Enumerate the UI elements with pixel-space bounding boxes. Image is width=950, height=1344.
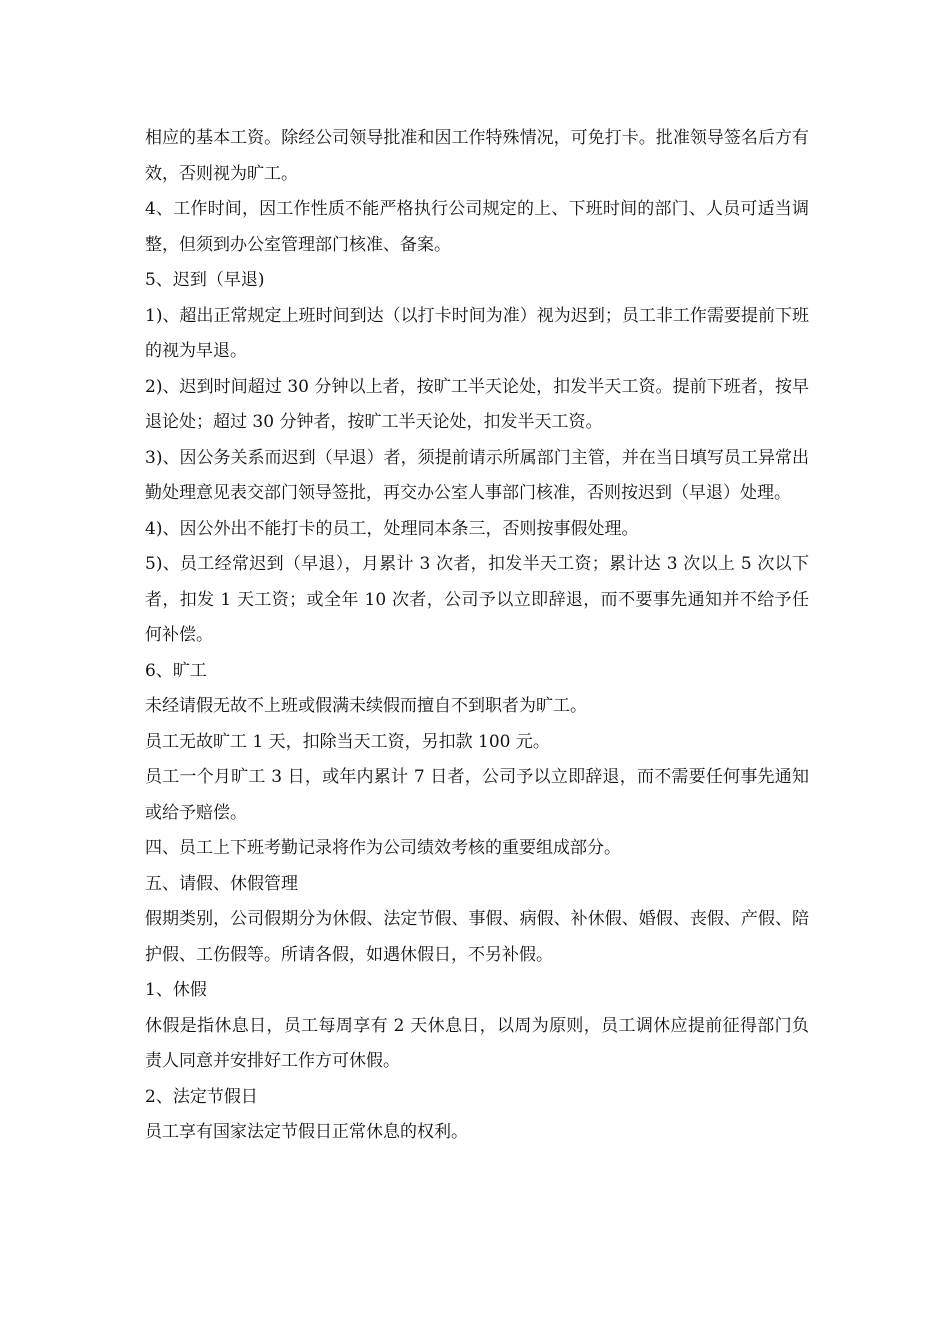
document-body <box>145 121 809 1151</box>
paragraph-7: 4)、因公外出不能打卡的员工，处理同本条三，否则按事假处理。 <box>145 518 639 539</box>
paragraph-11: 员工无故旷工 1 天，扣除当天工资，另扣款 100 元。 <box>145 731 550 752</box>
paragraph-8: 5)、员工经常迟到（早退），月累计 3 次者，扣发半天工资；累计达 3 次以上 5 次以下者，扣发 1 天工资；或全年 10 次者，公司予以立即辞退，而不要事先通知并不给予任何补偿。 <box>145 554 809 645</box>
paragraph-19: 员工享有国家法定节假日正常休息的权利。 <box>145 1122 468 1142</box>
paragraph-18: 2、法定节假日 <box>145 1086 258 1107</box>
paragraph-9: 6、旷工 <box>145 660 207 681</box>
paragraph-16: 1、休假 <box>145 980 207 1000</box>
paragraph-2: 4、工作时间，因工作性质不能严格执行公司规定的上、下班时间的部门、人员可适当调整，但须到办公室管理部门核准、备案。 <box>145 199 809 255</box>
paragraph-12: 员工一个月旷工 3 日，或年内累计 7 日者，公司予以立即辞退，而不需要任何事先通知或给予赔偿。 <box>145 767 809 823</box>
paragraph-3: 5、迟到（早退) <box>145 270 265 290</box>
paragraph-13: 四、员工上下班考勤记录将作为公司绩效考核的重要组成部分。 <box>145 838 621 858</box>
paragraph-17: 休假是指休息日，员工每周享有 2 天休息日，以周为原则，员工调休应提前征得部门负责人同意并安排好工作方可休假。 <box>145 1015 809 1071</box>
paragraph-10: 未经请假无故不上班或假满未续假而擅自不到职者为旷工。 <box>145 696 587 716</box>
paragraph-4: 1)、超出正常规定上班时间到达（以打卡时间为准）视为迟到；员工非工作需要提前下班的视为早退。 <box>145 305 809 361</box>
paragraph-1: 相应的基本工资。除经公司领导批准和因工作特殊情况，可免打卡。批准领导签名后方有效，否则视为旷工。 <box>145 128 809 184</box>
paragraph-6: 3)、因公务关系而迟到（早退）者，须提前请示所属部门主管，并在当日填写员工异常出勤处理意见表交部门领导签批，再交办公室人事部门核准，否则按迟到（早退）处理。 <box>145 447 809 503</box>
paragraph-5: 2)、迟到时间超过 30 分钟以上者，按旷工半天论处，扣发半天工资。提前下班者，按早退论处；超过 30 分钟者，按旷工半天论处，扣发半天工资。 <box>145 376 809 432</box>
paragraph-14: 五、请假、休假管理 <box>145 873 298 894</box>
paragraph-15: 假期类别，公司假期分为休假、法定节假、事假、病假、补休假、婚假、丧假、产假、陪护假、工伤假等。所请各假，如遇休假日，不另补假。 <box>145 909 809 965</box>
